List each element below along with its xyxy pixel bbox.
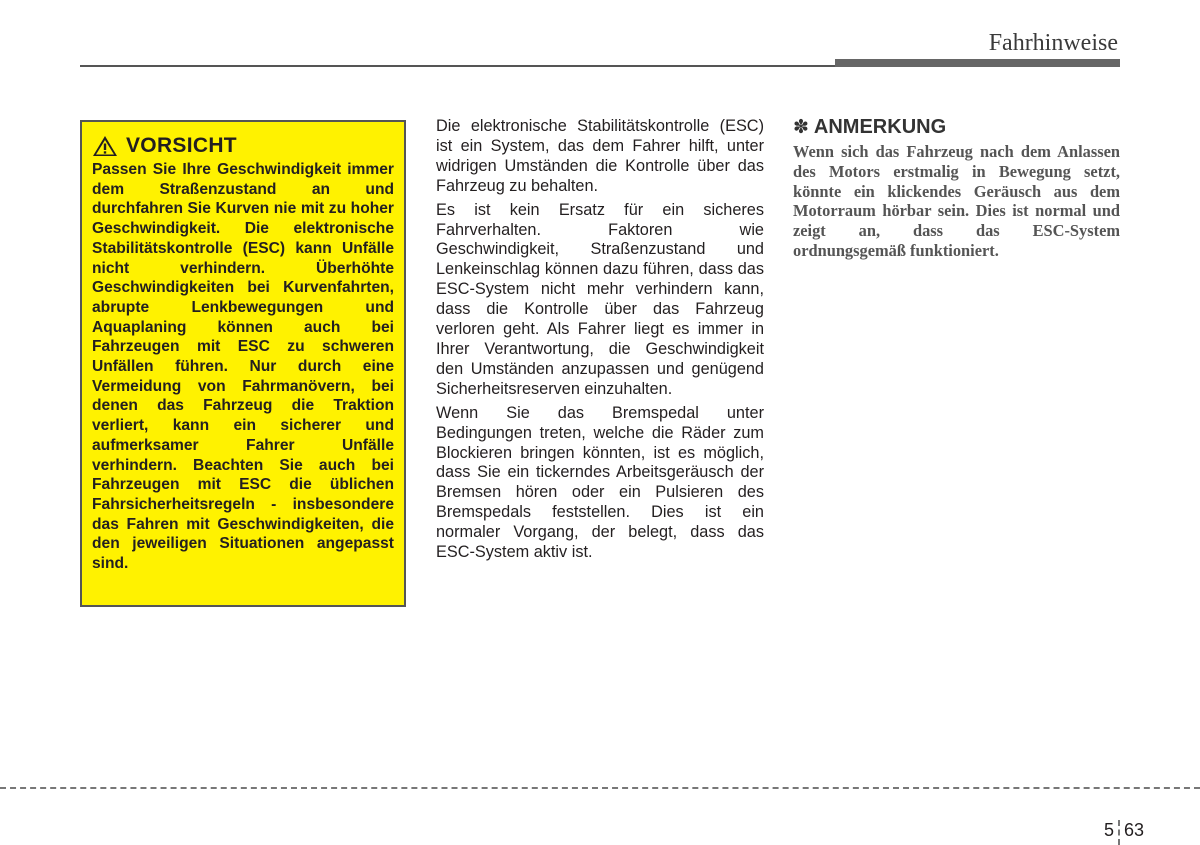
caution-box [80,120,406,607]
section-title: Fahrhinweise [988,30,1118,56]
body-paragraph: Wenn Sie das Bremspedal unter Bedingungen treten, welche die Räder zum Blockieren bringen könnten, ist es möglich, dass Sie ein tickerndes Arbeitsgeräusch der Bremsen hören oder ein Pulsieren des Bremspedals feststellen. Dies ist ein normaler Vorgang, der belegt, dass das ESC-System aktiv ist. [436,403,764,562]
caution-text: Passen Sie Ihre Geschwindigkeit immer dem Straßenzustand an und durchfahren Sie Kurven nie mit zu hoher Geschwindigkeit. Die elektronische Stabilitätskontrolle (ESC) kann Unfälle nicht verhindern. Überhöhte Geschwindigkeiten bei Kurvenfahrten, abrupte Lenkbewegungen und Aquaplaning können auch bei Fahrzeugen mit ESC zu schweren Unfällen führen. Nur durch eine Vermeidung von Fahrmanövern, bei denen das Fahrzeug die Traktion verliert, kann ein sicherer und aufmerksamer Fahrer Unfälle verhindern. Beachten Sie auch bei Fahrzeugen mit ESC die üblichen Fahrsicherheitsregeln - insbesondere das Fahren mit Geschwindigkeiten, die den jeweiligen Situationen angepasst sind. [92,161,394,573]
footer-dashed-line [0,787,1200,789]
chapter-number: 5 [1104,820,1115,840]
note-title: ANMERKUNG [813,116,947,138]
warning-triangle-icon [92,135,118,157]
body-paragraph: Die elektronische Stabilitätskontrolle (ESC) ist ein System, das dem Fahrer hilft, unter widrigen Umständen die Kontrolle über das Fahrzeug zu behalten. [436,117,764,195]
note-text: Wenn sich das Fahrzeug nach dem Anlassen des Motors erstmalig in Bewegung setzt, könnte ein klickendes Geräusch aus dem Motorraum hörbar sein. Dies ist normal und zeigt an, dass das ESC-System ordnungsgemäß funktioniert. [793,142,1120,260]
header-rule-thick [835,59,1120,67]
body-paragraph: Es ist kein Ersatz für ein sicheres Fahrverhalten. Faktoren wie Geschwindigkeit, Straßenzustand und Lenkeinschlag können dazu führen, dass das ESC-System nicht mehr verhindern kann, dass die Kontrolle über das Fahrzeug verloren geht. Als Fahrer liegt es immer in Ihrer Verantwortung, die Geschwindigkeit den Umständen anzupassen und genügend Sicherheitsreserven einzuhalten. [436,200,764,398]
caution-title: VORSICHT [126,134,237,157]
note-header [793,116,1120,139]
body-column [436,117,764,567]
note-star-icon: ✽ [793,117,809,138]
caution-header [92,134,394,158]
footer-separator [1118,820,1120,845]
header-rule-thin [80,65,835,67]
note-section [793,116,1120,261]
page-number: 63 [1124,820,1145,840]
